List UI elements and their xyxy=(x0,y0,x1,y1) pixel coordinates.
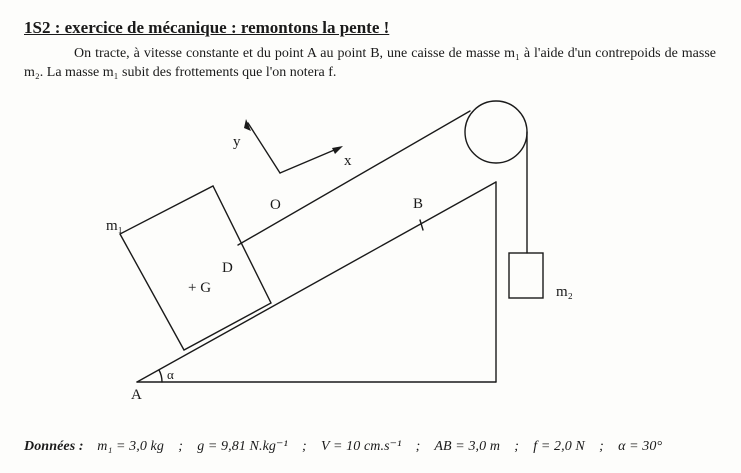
label-D: D xyxy=(222,260,233,276)
label-A: A xyxy=(131,387,142,403)
angle-arc xyxy=(159,370,162,382)
label-m2: m₂ xyxy=(556,284,573,300)
box-m1 xyxy=(120,186,271,350)
label-alpha: α xyxy=(167,367,174,382)
x-axis xyxy=(280,148,339,173)
data-label: Données : xyxy=(24,439,84,454)
y-axis xyxy=(248,123,280,173)
label-G: + G xyxy=(188,280,212,296)
data-item-ab: AB = 3,0 m xyxy=(434,439,501,454)
pulley xyxy=(465,101,527,163)
label-x: x xyxy=(344,153,352,169)
page-title: 1S2 : exercice de mécanique : remontons la pente ! xyxy=(24,18,390,37)
label-O: O xyxy=(270,197,281,213)
tick-B xyxy=(420,220,423,230)
data-item-m1: m₁ = 3,0 kg xyxy=(97,439,164,454)
data-separator: ; xyxy=(599,439,604,454)
label-m1: m₁ xyxy=(106,218,123,234)
data-item-alpha: α = 30° xyxy=(618,439,663,454)
label-y: y xyxy=(233,134,241,150)
x-axis-arrowhead xyxy=(332,146,343,154)
data-separator: ; xyxy=(302,439,307,454)
problem-statement: On tracte, à vitesse constante et du point A au point B, une caisse de masse m₁ à l'aide d'un contrepoids de masse m₂. La masse m₁ subit des frottements que l'on notera f. xyxy=(24,46,716,80)
data-separator: ; xyxy=(178,439,183,454)
rope-incline xyxy=(238,111,470,245)
data-item-v: V = 10 cm.s⁻¹ xyxy=(321,439,402,454)
data-line xyxy=(24,438,662,455)
counterweight-m2 xyxy=(509,253,543,298)
data-item-g: g = 9,81 N.kg⁻¹ xyxy=(197,439,288,454)
data-item-f: f = 2,0 N xyxy=(533,439,585,454)
data-separator: ; xyxy=(514,439,520,454)
data-separator: ; xyxy=(415,439,421,454)
label-B: B xyxy=(413,196,424,212)
